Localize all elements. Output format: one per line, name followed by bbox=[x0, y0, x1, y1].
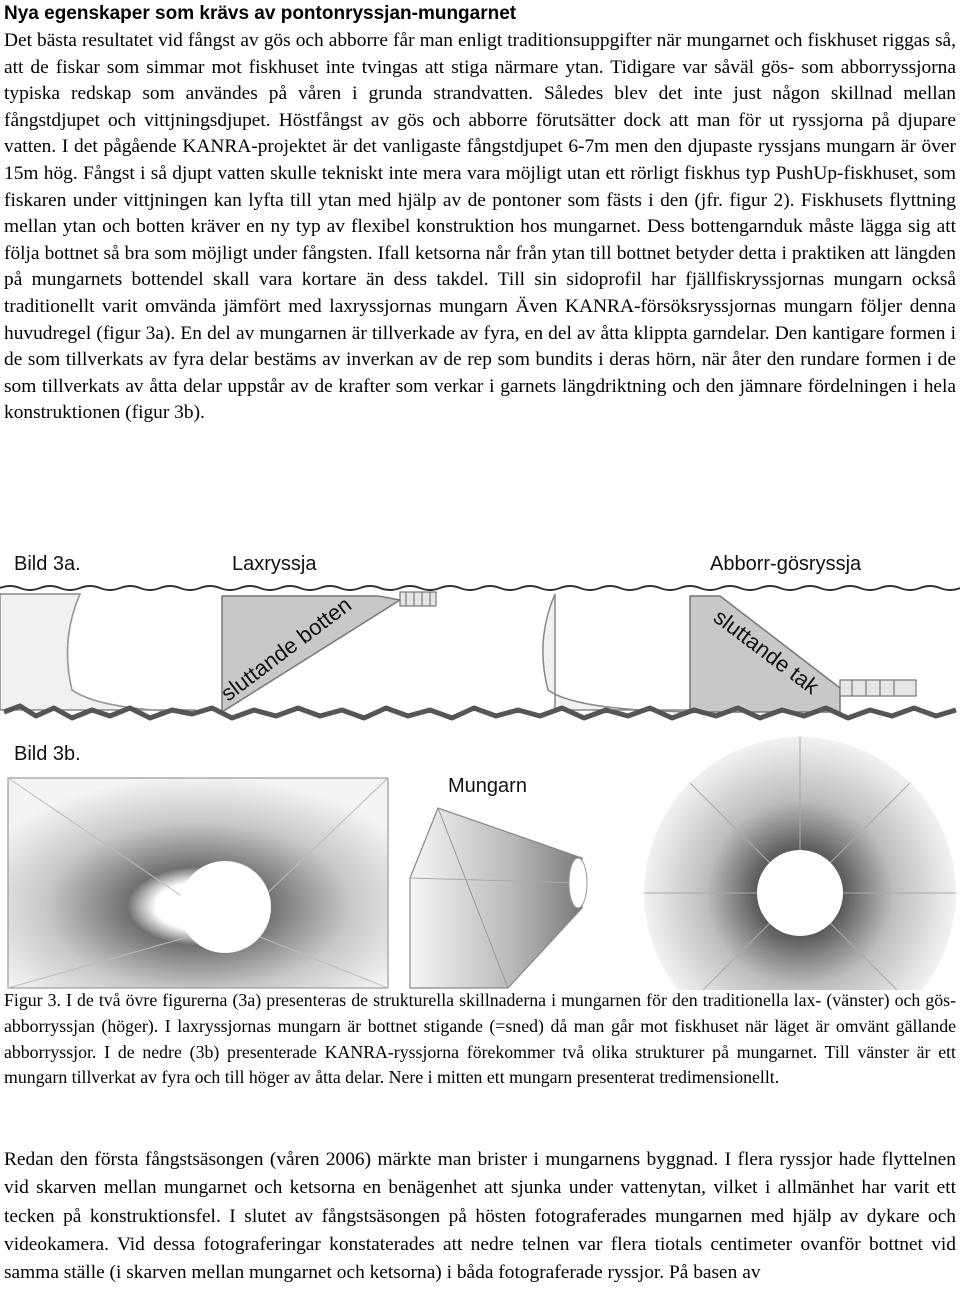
figure-3 bbox=[0, 540, 960, 990]
mungarn-label: Mungarn bbox=[448, 775, 527, 797]
section-heading: Nya egenskaper som krävs av pontonryssjan-mungarnet bbox=[4, 3, 517, 24]
mungarn-four-parts bbox=[8, 778, 388, 988]
water-surface bbox=[0, 586, 960, 590]
sluttande-botten-label: sluttande botten bbox=[215, 591, 357, 706]
laxryssja-label: Laxryssja bbox=[232, 553, 317, 575]
abborr-gosryssja-label: Abborr-gösryssja bbox=[710, 553, 862, 575]
body-paragraph-2: Redan den första fångstsäsongen (våren 2006) märkte man brister i mungarnens byggnad. I flera ryssjor hade flyttelnen vid skarven mellan mungarnet och ketsorna en benägenhet att sjunka under vattenytan, vilket i allmänhet har varit ett tecken på konstruktionsfel. I slutet av fångstsäsongen på hösten fotograferades mungarnen med hjälp av dykare och videokamera. Vid dessa fotograferingar konstaterades att nedre telnen var flera tiotals centimeter ovanför bottnet vid samma ställe (i skarven mellan mungarnet och ketsorna) i båda fotograferade ryssjor. På basen av bbox=[4, 1149, 956, 1284]
fish-house-left bbox=[400, 592, 436, 606]
fish-house-right bbox=[840, 680, 916, 696]
bild-3b-label: Bild 3b. bbox=[14, 743, 81, 765]
bild-3a-label: Bild 3a. bbox=[14, 553, 81, 575]
body-paragraph-1: Det bästa resultatet vid fångst av gös och abborre får man enligt traditionsuppgifter när mungarnet och fiskhuset riggas så, att de fiskar som simmar mot fiskhuset inte tvingas att stiga närmare ytan. Tidigare var såväl gös- som abborryssjorna typiska redskap som användes på våren i grunda strandvatten. Således blev det inte just någon skillnad mellan fångstdjupet och vittjningsdjupet. Höstfångst av gös och abborre förutsätter dock att man för ut ryssjorna på djupare vatten. I det pågående KANRA-projektet är det vanligaste fångstdjupet 6-7m men den djupaste ryssjans mungarn är över 15m hög. Fångst i så djupt vatten skulle tekniskt inte mera vara möjligt utan ett rörligt fiskhus typ PushUp-fiskhuset, som fiskaren under vittjningen kan lyfta till ytan med hjälp av de pontoner som fästs i den (jfr. figur 2). Fiskhusets flyttning mellan ytan och botten kräver en ny typ av flexibel konstruktion hos mungarnet. Dess bottengarnduk måste lägga sig att följa bottnet så bra som möjligt under fångsten. Ifall ketsorna når från ytan till bottnet betyder detta i praktiken att längden på mungarnets bottendel skall vara kortare än dess takdel. Till sin sidoprofil har fjällfiskryssjornas mungarn också traditionellt varit omvända jämfört med laxryssjornas mungarn Även KANRA-försöksryssjornas mungarn följer denna huvudregel (figur 3a). En del av mungarnen är tillverkade av fyra, en del av åtta klippta garndelar. Den kantigare formen i de som tillverkats av fyra delar bestäms av inverkan av de rep som bundits i deras hörn, när åter den rundare formen i de som tillverkats av åtta delar uppstår av de krafter som verkar i garnets längdriktning och den jämnare fördelningen i hela konstruktionen (figur 3b). bbox=[4, 30, 956, 424]
left-shore bbox=[0, 594, 195, 712]
mungarn-eight-parts bbox=[644, 737, 956, 990]
right-shore bbox=[543, 594, 690, 712]
mungarn-3d bbox=[410, 808, 587, 988]
figure-caption: Figur 3. I de två övre figurerna (3a) presenteras de strukturella skillnaderna i mungarnen för den traditionella lax- (vänster) och gös-abborryssjan (höger). I laxryssjornas mungarn är bottnet stigande (=sned) då man går mot fiskhuset när läget är omvänt gällande abborryssjor. I de nedre (3b) presenterade KANRA-ryssjorna förekommer två olika strukturer på mungarnet. Till vänster är ett mungarn tillverkat av fyra och till höger av åtta delar. Nere i mitten ett mungarn presenterat tredimensionellt. bbox=[4, 990, 956, 1088]
sluttande-tak-label: sluttande tak bbox=[708, 604, 824, 700]
